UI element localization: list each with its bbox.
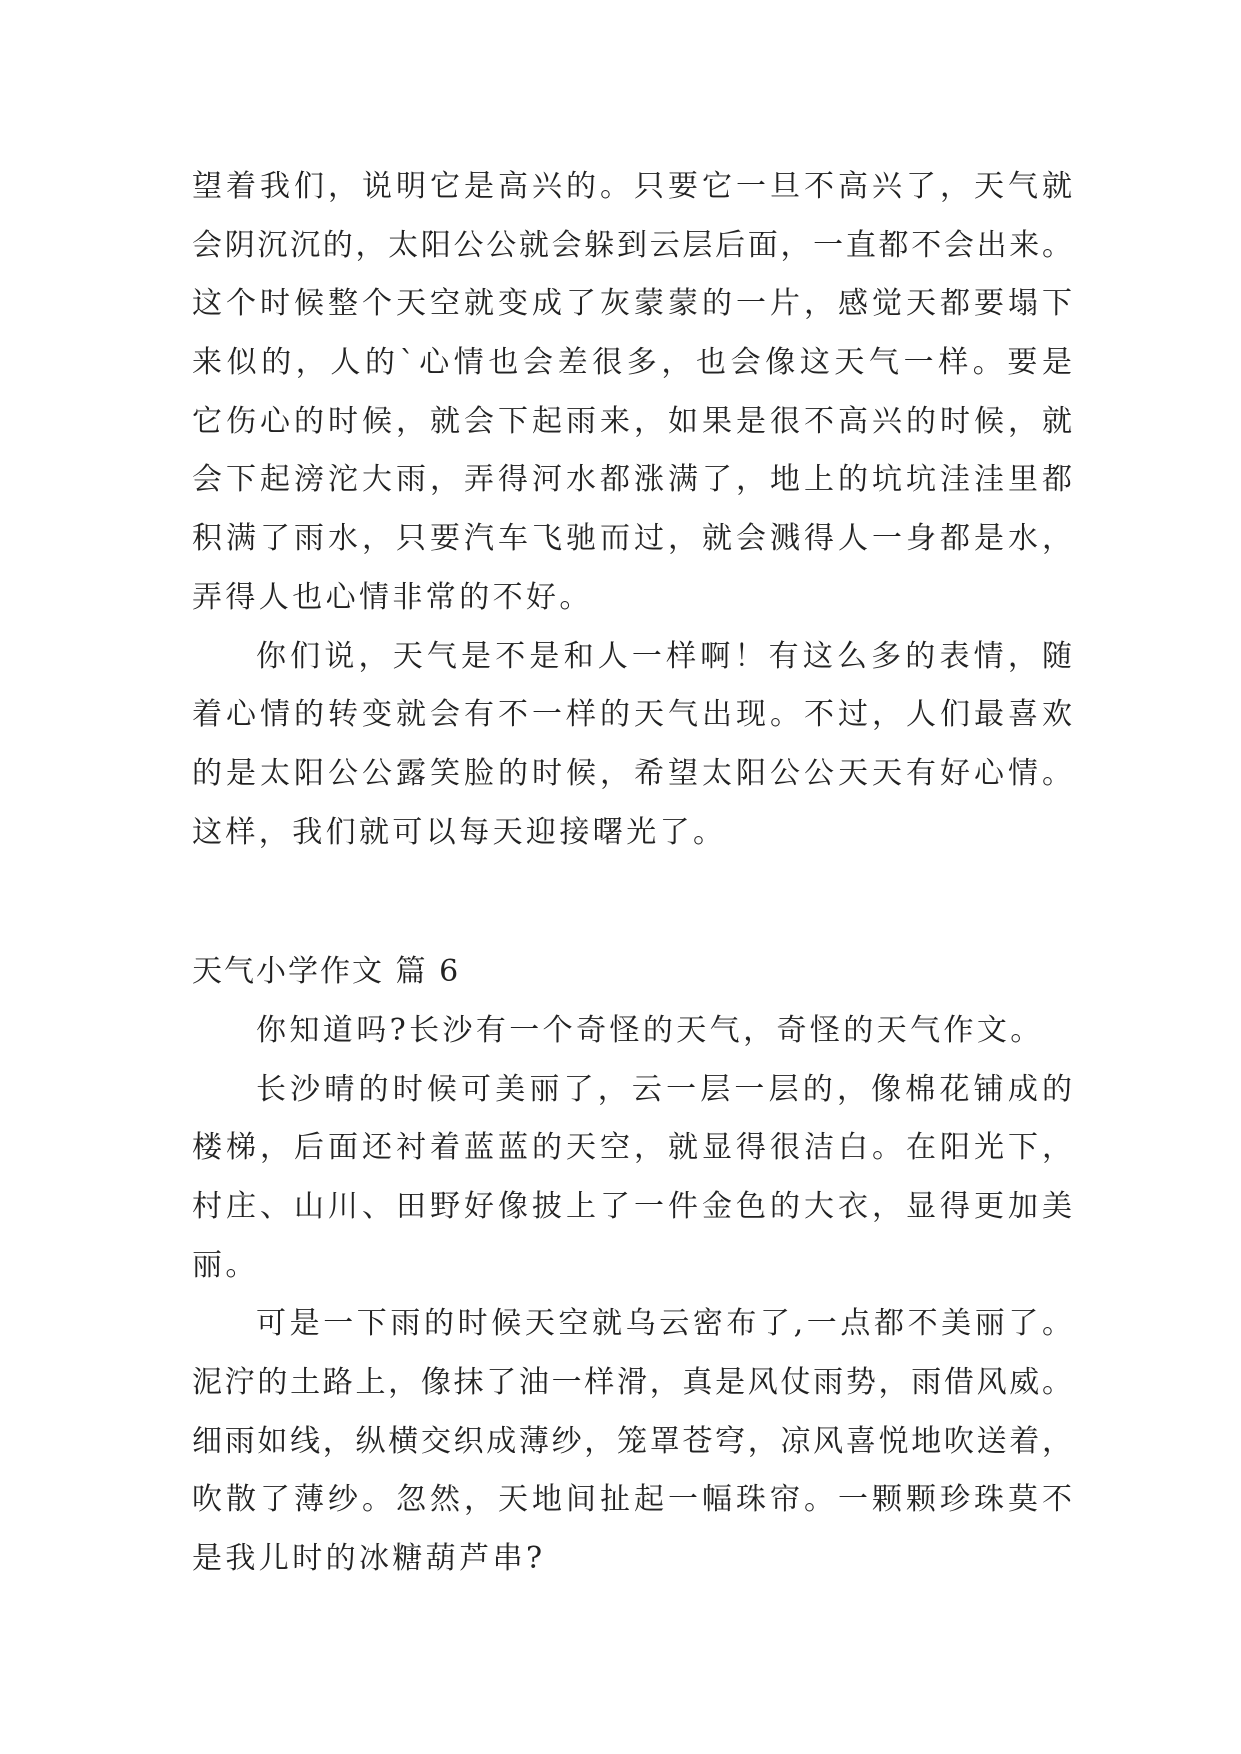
- text-line: 望着我们，说明它是高兴的。只要它一旦不高兴了，天气就: [192, 169, 1072, 204]
- text-line: 你们说，天气是不是和人一样啊！有这么多的表情，随: [256, 638, 1072, 674]
- section-gap: [192, 862, 1072, 943]
- paragraph-summary: [192, 628, 1072, 863]
- text-line: 来似的，人的`心情也会差很多，也会像这天气一样。要是: [192, 345, 1072, 381]
- paragraph-continued: [192, 158, 1072, 628]
- text-line: 会阴沉沉的，太阳公公就会躲到云层后面，一直都不会出来。: [192, 227, 1072, 263]
- paragraph-rainy: [192, 1295, 1072, 1588]
- text-line: 着心情的转变就会有不一样的天气出现。不过，人们最喜欢: [192, 697, 1072, 733]
- section-heading: 天气小学作文 篇 6: [192, 954, 461, 990]
- text-line: 吹散了薄纱。忽然，天地间扯起一幅珠帘。一颗颗珍珠莫不: [192, 1482, 1072, 1518]
- text-line: 村庄、山川、田野好像披上了一件金色的大衣，显得更加美: [192, 1189, 1072, 1224]
- text-line: 细雨如线，纵横交织成薄纱，笼罩苍穹，凉风喜悦地吹送着，: [192, 1423, 1072, 1459]
- paragraph-intro: [192, 1002, 1072, 1061]
- text-line: 可是一下雨的时候天空就乌云密布了,一点都不美丽了。: [256, 1306, 1072, 1342]
- text-line: 这样，我们就可以每天迎接曙光了。: [192, 814, 727, 850]
- text-line: 积满了雨水，只要汽车飞驰而过，就会溅得人一身都是水，: [192, 521, 1072, 557]
- text-line: 泥泞的土路上，像抹了油一样滑，真是风仗雨势，雨借风威。: [192, 1365, 1072, 1401]
- text-line: 会下起滂沱大雨，弄得河水都涨满了，地上的坑坑洼洼里都: [192, 462, 1072, 498]
- text-line: 是我儿时的冰糖葫芦串?: [192, 1541, 546, 1577]
- paragraph-sunny: [192, 1061, 1072, 1296]
- text-line: 它伤心的时候，就会下起雨来，如果是很不高兴的时候，就: [192, 403, 1072, 439]
- text-line: 这个时候整个天空就变成了灰蒙蒙的一片，感觉天都要塌下: [192, 286, 1072, 322]
- document-page: [192, 158, 1072, 1589]
- text-line: 楼梯，后面还衬着蓝蓝的天空，就显得很洁白。在阳光下，: [192, 1130, 1072, 1166]
- text-line: 你知道吗?长沙有一个奇怪的天气，奇怪的天气作文。: [256, 1012, 1044, 1048]
- text-line: 长沙晴的时候可美丽了，云一层一层的，像棉花铺成的: [256, 1071, 1072, 1107]
- text-line: 的是太阳公公露笑脸的时候，希望太阳公公天天有好心情。: [192, 755, 1072, 791]
- text-line: 弄得人也心情非常的不好。: [192, 579, 593, 615]
- text-line: 丽。: [192, 1247, 259, 1283]
